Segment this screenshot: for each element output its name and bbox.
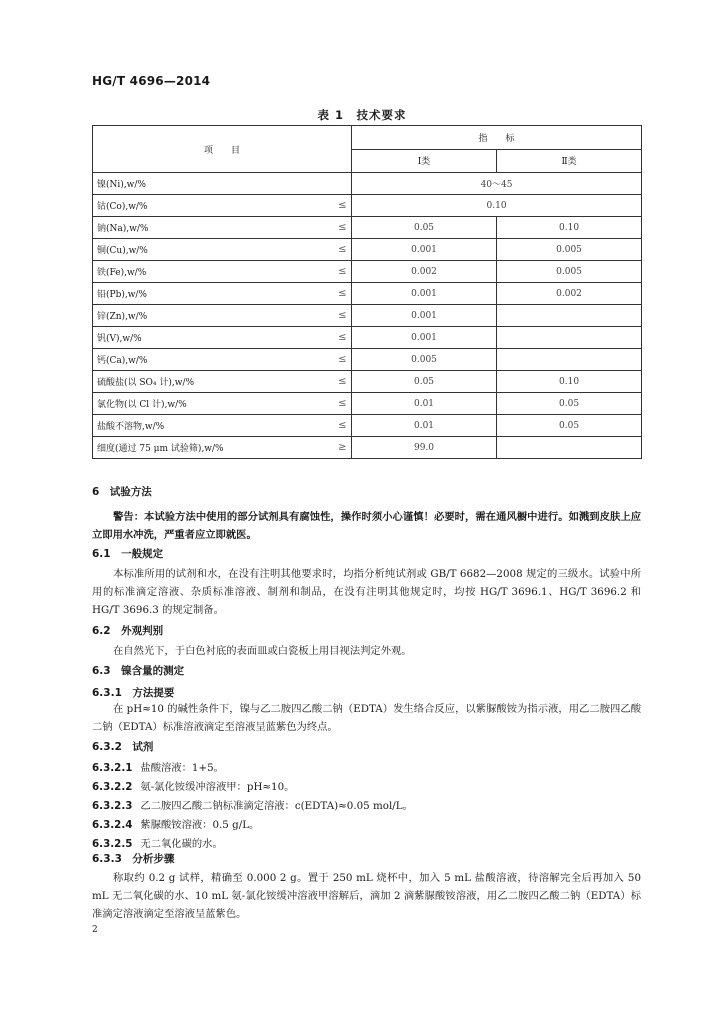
row-value-class-2	[497, 327, 642, 349]
section-6-3-title: 6.3 镍含量的测定	[92, 665, 185, 677]
section-6-3-1-title: 6.3.1 方法提要	[92, 687, 175, 699]
section-6-1-text: 本标准所用的试剂和水，在没有注明其他要求时，均指分析纯试剂或 GB/T 6682—2008 规定的三级水。试验中所用的标准滴定溶液、杂质标准溶液、制剂和制品，在没有注明其他规定时，均按 HG/T 3696.1、HG/T 3696.2 和 HG/T 3696.3 的规定制备。	[92, 568, 641, 616]
reagent-text: 盐酸溶液：1+5。	[140, 762, 224, 774]
row-value-class-2	[497, 437, 642, 459]
reagent-number: 6.3.2.1	[92, 762, 133, 774]
section-6-3-3-title: 6.3.3 分析步骤	[92, 853, 175, 865]
reagent-item	[92, 759, 641, 777]
reagent-text: 氨-氯化铵缓冲溶液甲：pH≈10。	[140, 781, 295, 793]
table-row	[93, 217, 642, 239]
table-row	[93, 393, 642, 415]
row-value-class-1: 0.05	[352, 217, 497, 239]
row-value-class-1: 0.05	[352, 371, 497, 393]
row-value-class-2: 0.05	[497, 393, 642, 415]
header-class-2: Ⅱ类	[497, 149, 642, 173]
row-limit-symbol: ≤	[334, 371, 352, 393]
row-value-class-2: 0.05	[497, 415, 642, 437]
table-row	[93, 239, 642, 261]
section-6-3-3-text: 称取约 0.2 g 试样，精确至 0.000 2 g。置于 250 mL 烧杯中，加入 5 mL 盐酸溶液，待溶解完全后再加入 50 mL 无二氧化碳的水、10 mL 氨-氯化铵缓冲溶液甲溶解后，滴加 2 滴紫脲酸铵溶液，用乙二胺四乙酸二钠（EDTA）标准滴定溶液滴定至溶液呈蓝紫色。	[92, 872, 641, 920]
row-item-label: 铜(Cu),w/%	[93, 239, 334, 261]
table-row	[93, 437, 642, 459]
row-item-label: 硫酸盐(以 SO₄ 计),w/%	[93, 371, 334, 393]
reagent-number: 6.3.2.4	[92, 819, 133, 831]
section-6-2-text: 在自然光下，于白色衬底的表面皿或白瓷板上用目视法判定外观。	[113, 645, 412, 657]
row-item-label: 钙(Ca),w/%	[93, 349, 334, 371]
row-limit-symbol: ≤	[334, 283, 352, 305]
row-limit-symbol: ≤	[334, 195, 352, 217]
section-6-1-title: 6.1 一般规定	[92, 548, 164, 560]
row-item-label: 铅(Pb),w/%	[93, 283, 334, 305]
row-value-class-1: 0.005	[352, 349, 497, 371]
row-limit-symbol: ≤	[334, 239, 352, 261]
row-item-label: 钠(Na),w/%	[93, 217, 334, 239]
row-value-class-1: 0.001	[352, 327, 497, 349]
table-row	[93, 371, 642, 393]
table-row	[93, 327, 642, 349]
row-value-class-1: 0.001	[352, 239, 497, 261]
row-item-label: 细度(通过 75 μm 试验筛),w/%	[93, 437, 334, 459]
reagent-number: 6.3.2.5	[92, 838, 133, 850]
reagent-item	[92, 816, 641, 834]
row-item-label: 钒(V),w/%	[93, 327, 334, 349]
reagent-item	[92, 797, 641, 815]
row-value-class-1: 0.002	[352, 261, 497, 283]
row-limit-symbol: ≤	[334, 261, 352, 283]
header-class-1: Ⅰ类	[352, 149, 497, 173]
row-value-class-1: 40～45	[352, 173, 642, 195]
reagent-text: 无二氧化碳的水。	[140, 838, 223, 850]
row-item-label: 盐酸不溶物,w/%	[93, 415, 334, 437]
reagent-text: 乙二胺四乙酸二钠标准滴定溶液：c(EDTA)≈0.05 mol/L。	[140, 800, 413, 812]
reagent-number: 6.3.2.3	[92, 800, 133, 812]
table-row	[93, 173, 642, 195]
row-limit-symbol: ≤	[334, 349, 352, 371]
section-6-3-2-title: 6.3.2 试剂	[92, 741, 154, 753]
row-value-class-1: 0.001	[352, 305, 497, 327]
header-index: 指 标	[352, 126, 642, 150]
reagent-text: 紫脲酸铵溶液：0.5 g/L。	[140, 819, 260, 831]
table-row	[93, 195, 642, 217]
section-6-3-1-text: 在 pH≈10 的碱性条件下，镍与乙二胺四乙酸二钠（EDTA）发生络合反应，以紫脲酸铵为指示液，用乙二胺四乙酸二钠（EDTA）标准溶液滴定至溶液呈蓝紫色为终点。	[92, 703, 641, 733]
row-value-class-1: 0.01	[352, 393, 497, 415]
row-value-class-2: 0.10	[497, 371, 642, 393]
row-item-label: 铁(Fe),w/%	[93, 261, 334, 283]
row-item-label: 钴(Co),w/%	[93, 195, 334, 217]
row-limit-symbol: ≤	[334, 393, 352, 415]
table-row	[93, 283, 642, 305]
warning-text: 警告：本试验方法中使用的部分试剂具有腐蚀性，操作时须小心谨慎！必要时，需在通风橱中进行。如溅到皮肤上应立即用水冲洗，严重者应立即就医。	[92, 511, 641, 541]
row-limit-symbol	[334, 173, 352, 195]
row-limit-symbol: ≤	[334, 415, 352, 437]
table-header-row	[93, 126, 642, 150]
row-value-class-1: 0.001	[352, 283, 497, 305]
row-value-class-1: 99.0	[352, 437, 497, 459]
row-value-class-1: 0.01	[352, 415, 497, 437]
row-item-label: 氯化物(以 Cl 计),w/%	[93, 393, 334, 415]
row-value-class-2: 0.10	[497, 217, 642, 239]
section-6-title: 6 试验方法	[92, 486, 152, 498]
table-caption: 表 1 技术要求	[317, 108, 407, 122]
table-row	[93, 349, 642, 371]
page-number: 2	[92, 925, 98, 935]
row-limit-symbol: ≤	[334, 217, 352, 239]
row-value-class-1: 0.10	[352, 195, 642, 217]
row-limit-symbol: ≤	[334, 305, 352, 327]
reagent-number: 6.3.2.2	[92, 781, 133, 793]
row-limit-symbol: ≥	[334, 437, 352, 459]
row-item-label: 锌(Zn),w/%	[93, 305, 334, 327]
standard-number: HG/T 4696—2014	[92, 74, 211, 88]
row-value-class-2: 0.005	[497, 261, 642, 283]
row-limit-symbol: ≤	[334, 327, 352, 349]
table-row	[93, 261, 642, 283]
row-value-class-2: 0.002	[497, 283, 642, 305]
table-row	[93, 415, 642, 437]
section-6-2-title: 6.2 外观判别	[92, 625, 164, 637]
row-value-class-2	[497, 305, 642, 327]
reagent-item	[92, 778, 641, 796]
header-item: 项 目	[93, 126, 352, 173]
row-value-class-2: 0.005	[497, 239, 642, 261]
row-item-label: 镍(Ni),w/%	[93, 173, 334, 195]
row-value-class-2	[497, 349, 642, 371]
technical-requirements-table	[92, 125, 642, 459]
table-row	[93, 305, 642, 327]
